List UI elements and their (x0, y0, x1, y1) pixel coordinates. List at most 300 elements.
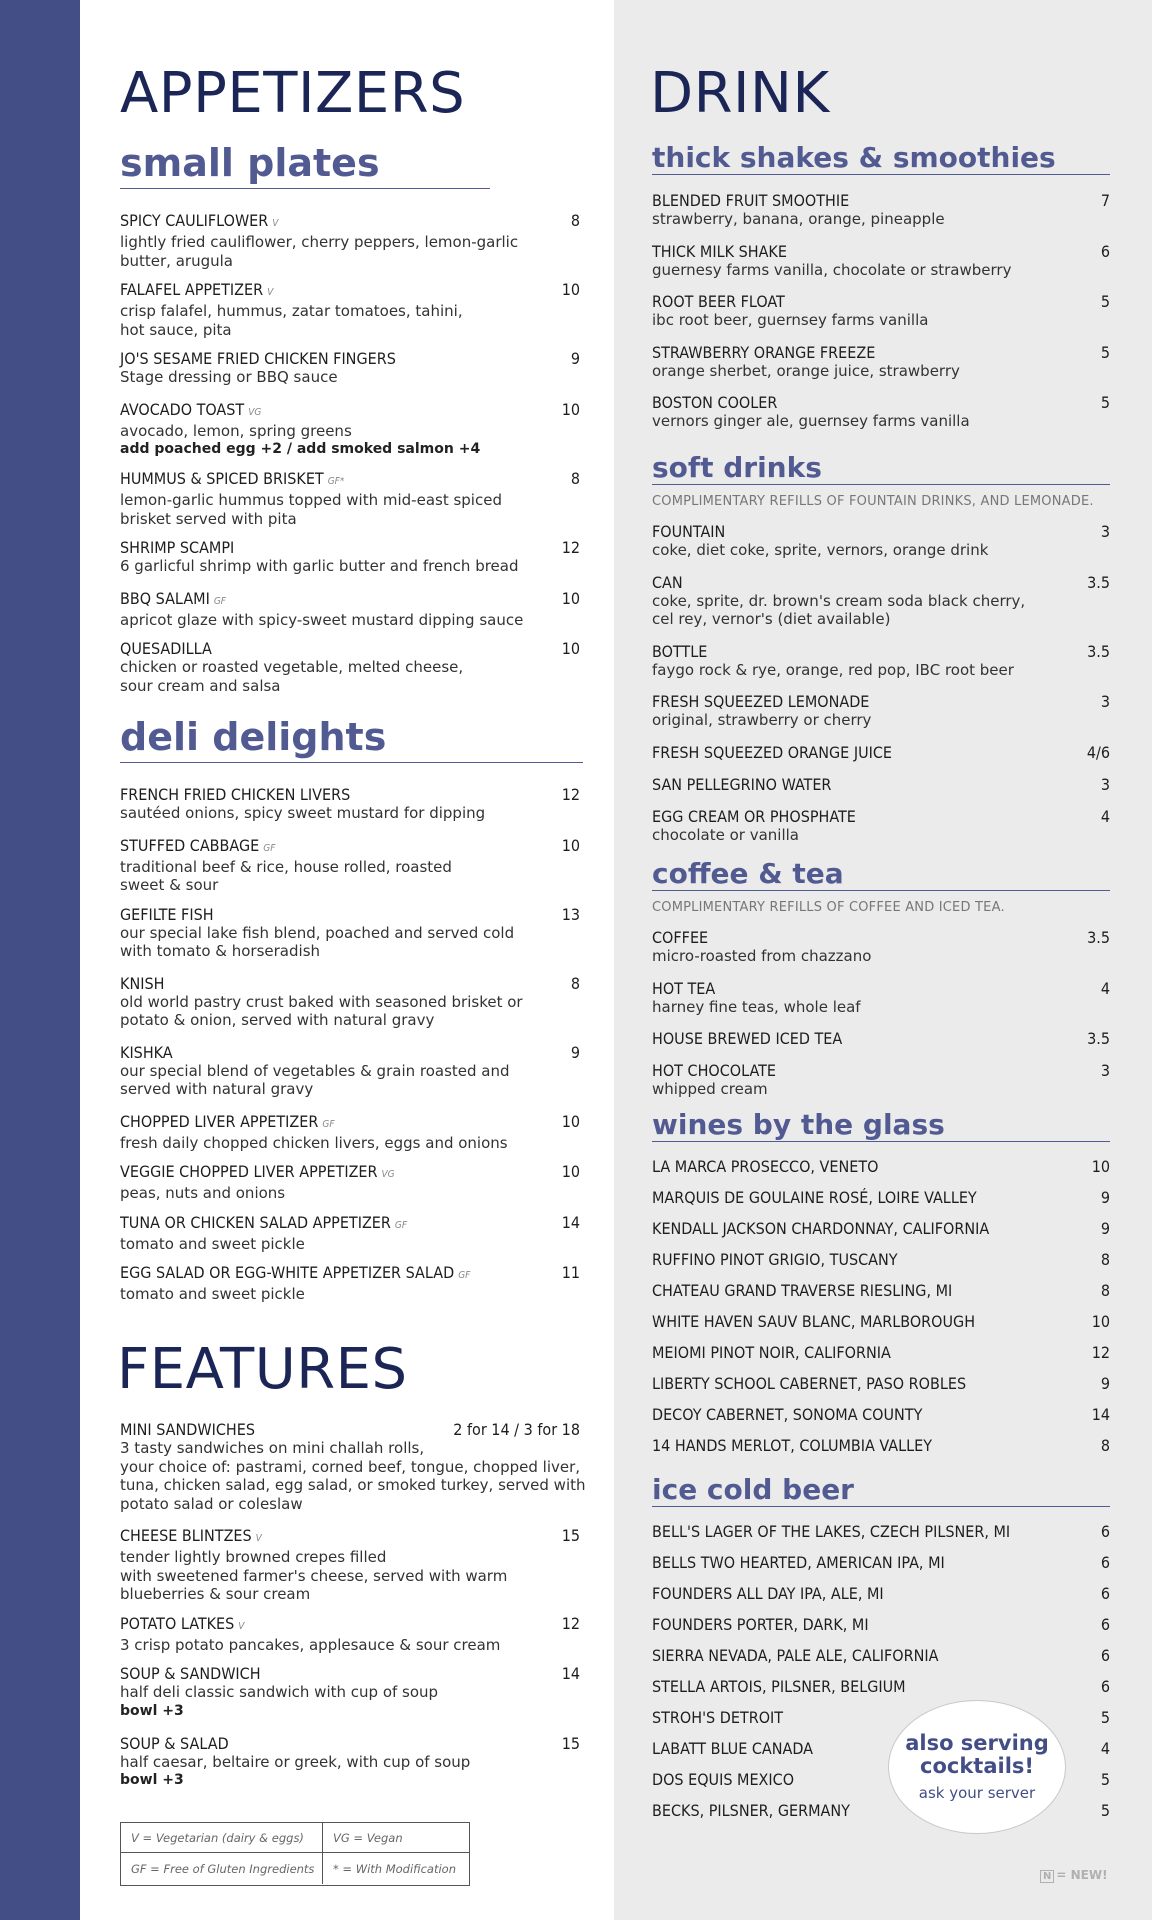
item-description: potato & onion, served with natural gravy (120, 1011, 435, 1029)
item-description: coke, diet coke, sprite, vernors, orange drink (652, 541, 989, 559)
item-name (652, 191, 1110, 210)
menu-item (652, 1405, 1110, 1424)
item-name-text: WHITE HAVEN SAUV BLANC, MARLBOROUGH (652, 1312, 976, 1331)
item-description: sweet & sour (120, 876, 219, 894)
item-name-text: HOT CHOCOLATE (652, 1061, 776, 1080)
item-name (120, 1043, 580, 1062)
item-description: ibc root beer, guernsey farms vanilla (652, 311, 929, 329)
callout-line-1: also serving (905, 1731, 1049, 1755)
item-name-text: STRAWBERRY ORANGE FREEZE (652, 342, 876, 362)
shakes-heading: thick shakes & smoothies (652, 144, 1110, 175)
item-price: 12 (1091, 1343, 1110, 1362)
item-name-text: LA MARCA PROSECCO, VENETO (652, 1157, 879, 1176)
item-price: 12 (561, 1613, 580, 1633)
soft-drinks-note: COMPLIMENTARY REFILLS OF FOUNTAIN DRINKS, AND LEMONADE. (652, 494, 1094, 509)
item-name-text: SAN PELLEGRINO WATER (652, 774, 832, 794)
item-description: half caesar, beltaire or greek, with cup of soup (120, 1752, 471, 1771)
menu-item (120, 785, 580, 823)
item-price: 10 (561, 1111, 580, 1131)
item-description: your choice of: pastrami, corned beef, tongue, chopped liver, (120, 1457, 581, 1476)
item-description: harney fine teas, whole leaf (652, 997, 861, 1016)
item-name-text: THICK MILK SHAKE (652, 241, 787, 261)
item-name-text: BLENDED FRUIT SMOOTHIE (652, 191, 850, 210)
item-name (120, 589, 580, 611)
item-price: 3.5 (1087, 641, 1110, 661)
item-name-text: DECOY CABERNET, SONOMA COUNTY (652, 1405, 923, 1424)
item-description: sautéed onions, spicy sweet mustard for dipping (120, 804, 486, 822)
item-name (652, 1374, 1110, 1393)
item-description: lightly fried cauliflower, cherry peppers, lemon-garlic (120, 233, 519, 251)
item-name (120, 1162, 580, 1184)
dietary-tag: VG (381, 1169, 395, 1180)
menu-item (120, 211, 580, 270)
item-name-text: JO'S SESAME FRIED CHICKEN FINGERS (120, 349, 396, 368)
item-price: 5 (1100, 292, 1110, 311)
menu-item (120, 469, 580, 528)
menu-item (652, 775, 1110, 794)
item-description: with tomato & horseradish (120, 942, 321, 960)
menu-item (652, 1157, 1110, 1176)
menu-item (652, 692, 1110, 730)
item-description: apricot glaze with spicy-sweet mustard dipping sauce (120, 610, 524, 629)
menu-item (120, 905, 580, 961)
item-description: hot sauce, pita (120, 320, 232, 339)
menu-item (652, 743, 1110, 762)
new-mark-icon: N (1040, 1870, 1054, 1883)
menu-item (652, 807, 1110, 845)
item-name (652, 1646, 1110, 1665)
item-name-text: VEGGIE CHOPPED LIVER APPETIZER (120, 1162, 378, 1181)
item-price: 12 (561, 538, 580, 557)
item-price: 5 (1100, 1708, 1110, 1727)
small-plates-heading: small plates (120, 144, 490, 189)
menu-item (120, 1526, 580, 1604)
item-name (652, 1029, 1110, 1048)
item-price: 4 (1100, 978, 1110, 998)
item-name (652, 1436, 1110, 1455)
menu-item (652, 928, 1110, 966)
item-name-text: FOUNDERS PORTER, DARK, MI (652, 1615, 869, 1634)
item-name (120, 1734, 580, 1753)
item-name (652, 775, 1110, 794)
dietary-tag: V (272, 218, 279, 229)
item-price: 10 (561, 1162, 580, 1181)
item-description: micro-roasted from chazzano (652, 947, 872, 965)
menu-item (652, 393, 1110, 431)
item-price: 13 (561, 904, 580, 924)
item-name-text: POTATO LATKES (120, 1613, 235, 1633)
menu-item (652, 1646, 1110, 1665)
item-name-text: KENDALL JACKSON CHARDONNAY, CALIFORNIA (652, 1219, 990, 1238)
item-name (120, 1526, 580, 1548)
dietary-tag: GF (213, 595, 226, 607)
menu-item (120, 1614, 580, 1655)
item-name (652, 343, 1110, 362)
menu-item (120, 974, 580, 1030)
item-name (120, 1112, 580, 1134)
item-name (652, 573, 1110, 592)
legend-gluten-free: GF = Free of Gluten Ingredients (121, 1853, 323, 1884)
item-description: served with natural gravy (120, 1080, 314, 1098)
dietary-tag: GF (394, 1219, 408, 1231)
item-description: 3 tasty sandwiches on mini challah rolls, (120, 1439, 425, 1457)
item-price: 3.5 (1087, 928, 1110, 947)
item-price: 11 (561, 1263, 580, 1282)
item-description: 3 crisp potato pancakes, applesauce & sour cream (120, 1635, 501, 1654)
item-price: 3.5 (1087, 572, 1110, 592)
item-name (120, 905, 580, 924)
item-name-text: FOUNDERS ALL DAY IPA, ALE, MI (652, 1584, 884, 1603)
legend-vegan: VG = Vegan (323, 1823, 469, 1853)
menu-item (652, 1281, 1110, 1300)
dietary-legend (120, 1822, 470, 1886)
item-name-text: BELL'S LAGER OF THE LAKES, CZECH PILSNER, MI (652, 1522, 1011, 1541)
item-name-text: BOTTLE (652, 641, 708, 661)
item-description: tender lightly browned crepes filled (120, 1548, 387, 1566)
item-price: 6 (1100, 1677, 1110, 1696)
item-name (120, 1263, 580, 1285)
item-price: 6 (1100, 1584, 1110, 1603)
item-name-text: LABATT BLUE CANADA (652, 1739, 814, 1758)
item-name (120, 538, 580, 557)
item-name (652, 522, 1110, 541)
menu-item (120, 1112, 580, 1153)
menu-item (652, 1188, 1110, 1207)
item-addon: bowl +3 (120, 1702, 184, 1719)
item-price: 8 (570, 973, 580, 993)
menu-item (652, 1312, 1110, 1331)
item-name (120, 974, 580, 993)
item-name-text: CHATEAU GRAND TRAVERSE RIESLING, MI (652, 1281, 953, 1300)
item-name (652, 807, 1110, 826)
item-description: vernors ginger ale, guernsey farms vanilla (652, 412, 970, 430)
item-description: Stage dressing or BBQ sauce (120, 368, 338, 386)
item-description: tuna, chicken salad, egg salad, or smoked turkey, served with (120, 1476, 586, 1494)
item-name-text: HOT TEA (652, 978, 716, 998)
item-price: 6 (1100, 1553, 1110, 1572)
features-title: FEATURES (117, 1337, 408, 1402)
item-name-text: EGG SALAD OR EGG-WHITE APPETIZER SALAD (120, 1263, 455, 1282)
item-price: 10 (561, 835, 580, 855)
menu-item (120, 538, 580, 576)
item-name (652, 1219, 1110, 1238)
item-name-text: EGG CREAM OR PHOSPHATE (652, 806, 856, 826)
item-name-text: FRESH SQUEEZED ORANGE JUICE (652, 742, 892, 762)
item-name-text: CHOPPED LIVER APPETIZER (120, 1111, 319, 1131)
item-name (120, 400, 580, 422)
item-name (120, 639, 580, 658)
item-name-text: BBQ SALAMI (120, 588, 210, 608)
item-price: 10 (561, 399, 580, 419)
item-name-text: HOUSE BREWED ICED TEA (652, 1029, 843, 1048)
item-name (120, 211, 580, 233)
item-name-text: BELLS TWO HEARTED, AMERICAN IPA, MI (652, 1553, 945, 1572)
menu-item (652, 1250, 1110, 1269)
item-name-text: QUESADILLA (120, 639, 212, 658)
item-price: 10 (561, 280, 580, 299)
beer-heading: ice cold beer (652, 1476, 1110, 1507)
item-name (120, 280, 580, 302)
item-description: our special lake fish blend, poached and served cold (120, 923, 515, 942)
menu-item (652, 1615, 1110, 1634)
menu-item (652, 1029, 1110, 1048)
dietary-tag: V (267, 287, 274, 298)
item-name-text: STROH'S DETROIT (652, 1708, 784, 1727)
item-name-text: TUNA OR CHICKEN SALAD APPETIZER (120, 1212, 391, 1232)
item-description: strawberry, banana, orange, pineapple (652, 210, 945, 228)
item-name-text: COFFEE (652, 928, 709, 947)
legend-modification: * = With Modification (333, 1861, 456, 1876)
menu-item (120, 836, 580, 895)
soft-drinks-heading: soft drinks (652, 454, 1110, 485)
item-description: 6 garlicful shrimp with garlic butter and french bread (120, 557, 519, 575)
item-name (652, 692, 1110, 711)
item-price: 8 (1100, 1250, 1110, 1269)
menu-item (120, 280, 580, 339)
item-description: with sweetened farmer's cheese, served with warm (120, 1566, 508, 1585)
item-name-text: FRENCH FRIED CHICKEN LIVERS (120, 785, 351, 804)
dietary-tag: GF (263, 842, 276, 854)
item-price: 3 (1100, 1061, 1110, 1080)
item-price: 10 (561, 588, 580, 608)
menu-item (652, 1343, 1110, 1362)
item-addon: add poached egg +2 / add smoked salmon +4 (120, 441, 481, 457)
new-legend-text: = NEW! (1056, 1868, 1108, 1882)
cocktails-callout (888, 1700, 1066, 1834)
item-name (652, 1584, 1110, 1603)
item-name (652, 1405, 1110, 1424)
item-name (652, 1188, 1110, 1207)
item-name-text: MARQUIS DE GOULAINE ROSÉ, LOIRE VALLEY (652, 1188, 977, 1207)
item-name-text: FALAFEL APPETIZER (120, 280, 264, 299)
item-name (652, 393, 1110, 412)
item-description: tomato and sweet pickle (120, 1234, 305, 1253)
item-price: 8 (570, 211, 580, 230)
item-price: 5 (1100, 1770, 1110, 1789)
item-name-text: ROOT BEER FLOAT (652, 292, 785, 311)
item-price: 3 (1100, 522, 1110, 541)
item-name (120, 349, 580, 368)
item-name-text: GEFILTE FISH (120, 904, 214, 924)
menu-item (652, 191, 1110, 229)
item-description: traditional beef & rice, house rolled, roasted (120, 857, 452, 876)
item-description: potato salad or coleslaw (120, 1494, 303, 1513)
menu-item (652, 979, 1110, 1017)
item-price: 8 (1100, 1436, 1110, 1455)
item-price: 9 (570, 349, 580, 368)
item-name-text: MEIOMI PINOT NOIR, CALIFORNIA (652, 1343, 891, 1362)
menu-item (652, 1677, 1110, 1696)
item-price: 5 (1100, 1801, 1110, 1820)
item-price: 10 (561, 639, 580, 658)
item-description: chocolate or vanilla (652, 825, 799, 844)
item-description: half deli classic sandwich with cup of soup (120, 1683, 439, 1701)
item-description: cel rey, vernor's (diet available) (652, 610, 891, 628)
item-price: 6 (1100, 241, 1110, 261)
item-name (652, 1615, 1110, 1634)
item-name (652, 743, 1110, 762)
item-description: chicken or roasted vegetable, melted cheese, (120, 658, 464, 676)
item-description: lemon-garlic hummus topped with mid-east spiced (120, 491, 502, 509)
item-name-text: 14 HANDS MERLOT, COLUMBIA VALLEY (652, 1436, 933, 1455)
appetizers-title: APPETIZERS (120, 61, 466, 126)
dietary-tag: V (238, 1620, 245, 1632)
item-price: 5 (1100, 393, 1110, 412)
item-name (120, 785, 580, 804)
item-price: 2 for 14 / 3 for 18 (453, 1420, 580, 1439)
item-name-text: FOUNTAIN (652, 522, 726, 541)
item-name (652, 1281, 1110, 1300)
menu-item (652, 1584, 1110, 1603)
menu-item (652, 292, 1110, 330)
item-name (120, 469, 580, 491)
item-description: old world pastry crust baked with seasoned brisket or (120, 992, 523, 1011)
menu-item (120, 400, 580, 459)
item-description: butter, arugula (120, 251, 233, 270)
item-name (652, 1250, 1110, 1269)
dietary-tag: GF* (327, 476, 345, 487)
item-description: avocado, lemon, spring greens (120, 421, 352, 440)
item-name (652, 1522, 1110, 1541)
item-name-text: HUMMUS & SPICED BRISKET (120, 469, 324, 488)
menu-item (652, 242, 1110, 280)
menu-item (652, 1374, 1110, 1393)
item-description: coke, sprite, dr. brown's cream soda black cherry, (652, 591, 1026, 610)
item-name (652, 242, 1110, 261)
dietary-tag: GF (458, 1270, 471, 1281)
item-description: our special blend of vegetables & grain roasted and (120, 1061, 510, 1080)
item-name-text: SIERRA NEVADA, PALE ALE, CALIFORNIA (652, 1646, 939, 1665)
menu-item (120, 1162, 580, 1203)
menu-item (652, 522, 1110, 560)
item-name-text: LIBERTY SCHOOL CABERNET, PASO ROBLES (652, 1374, 967, 1393)
item-description: brisket served with pita (120, 509, 297, 528)
item-name (120, 1213, 580, 1235)
item-price: 5 (1100, 342, 1110, 362)
item-description: guernesy farms vanilla, chocolate or strawberry (652, 260, 1012, 279)
item-price: 4 (1100, 1739, 1110, 1758)
item-price: 9 (570, 1042, 580, 1062)
menu-item (120, 1263, 580, 1304)
menu-item (652, 1522, 1110, 1541)
item-name (120, 836, 580, 858)
item-price: 6 (1100, 1615, 1110, 1634)
item-price: 14 (561, 1664, 580, 1683)
item-price: 3 (1100, 692, 1110, 711)
item-price: 9 (1100, 1374, 1110, 1393)
item-price: 9 (1100, 1188, 1110, 1207)
item-description: orange sherbet, orange juice, strawberry (652, 361, 960, 380)
dietary-tag: GF (322, 1118, 335, 1130)
item-price: 14 (1091, 1405, 1110, 1424)
callout-line-2: cocktails! (920, 1754, 1034, 1778)
item-price: 14 (561, 1212, 580, 1232)
item-name-text: STELLA ARTOIS, PILSNER, BELGIUM (652, 1677, 906, 1696)
item-name-text: SHRIMP SCAMPI (120, 538, 235, 557)
item-price: 12 (561, 785, 580, 804)
dietary-tag: V (255, 1533, 262, 1544)
item-price: 9 (1100, 1219, 1110, 1238)
item-name (652, 1677, 1110, 1696)
menu-item (652, 1061, 1110, 1099)
item-price: 10 (1091, 1157, 1110, 1176)
item-description: sour cream and salsa (120, 676, 281, 695)
item-description: whipped cream (652, 1080, 768, 1098)
menu-item (120, 1043, 580, 1099)
menu-item (652, 1219, 1110, 1238)
item-name (652, 928, 1110, 947)
menu-item (120, 1664, 580, 1720)
new-legend (1040, 1868, 1108, 1883)
item-name (652, 1061, 1110, 1080)
menu-item (652, 343, 1110, 381)
menu-item (652, 1436, 1110, 1455)
item-name (652, 1553, 1110, 1572)
item-description: faygo rock & rye, orange, red pop, IBC root beer (652, 660, 1014, 679)
item-name (652, 979, 1110, 998)
item-description: tomato and sweet pickle (120, 1285, 305, 1303)
item-name (652, 1157, 1110, 1176)
menu-item (120, 1734, 580, 1790)
item-price: 8 (1100, 1281, 1110, 1300)
item-price: 7 (1100, 191, 1110, 210)
menu-item (120, 1213, 580, 1254)
menu-item (120, 349, 580, 387)
menu-item (120, 1420, 586, 1513)
item-price: 15 (561, 1526, 580, 1545)
wines-heading: wines by the glass (652, 1111, 1110, 1142)
item-description: fresh daily chopped chicken livers, eggs and onions (120, 1133, 508, 1152)
deli-delights-heading: deli delights (120, 718, 583, 763)
item-name-text: DOS EQUIS MEXICO (652, 1770, 795, 1789)
coffee-tea-heading: coffee & tea (652, 860, 1110, 891)
item-name-text: AVOCADO TOAST (120, 399, 245, 419)
callout-line-3: ask your server (918, 1784, 1036, 1802)
item-price: 3.5 (1087, 1029, 1110, 1048)
drink-title: DRINK (650, 61, 830, 126)
menu-item (652, 1553, 1110, 1572)
item-addon: bowl +3 (120, 1772, 184, 1788)
item-name-text: FRESH SQUEEZED LEMONADE (652, 692, 870, 711)
item-name-text: MINI SANDWICHES (120, 1420, 255, 1439)
item-description: peas, nuts and onions (120, 1184, 286, 1202)
item-name-text: BECKS, PILSNER, GERMANY (652, 1801, 850, 1820)
item-description: original, strawberry or cherry (652, 711, 872, 729)
item-price: 3 (1100, 774, 1110, 794)
menu-item (652, 642, 1110, 680)
item-description: crisp falafel, hummus, zatar tomatoes, tahini, (120, 302, 463, 320)
item-name-text: KISHKA (120, 1042, 173, 1062)
item-price: 15 (561, 1733, 580, 1753)
item-price: 10 (1091, 1312, 1110, 1331)
item-name (652, 642, 1110, 661)
item-name (120, 1614, 580, 1636)
coffee-tea-note: COMPLIMENTARY REFILLS OF COFFEE AND ICED TEA. (652, 900, 1005, 915)
item-name (652, 1343, 1110, 1362)
item-price: 6 (1100, 1522, 1110, 1541)
menu-item (120, 589, 580, 630)
item-price: 8 (570, 469, 580, 488)
item-name-text: BOSTON COOLER (652, 393, 778, 412)
item-name-text: SOUP & SALAD (120, 1733, 229, 1753)
legend-vegetarian: V = Vegetarian (dairy & eggs) (121, 1823, 323, 1853)
item-price: 4/6 (1086, 742, 1110, 762)
menu-item (120, 639, 580, 695)
item-name (120, 1664, 580, 1683)
left-accent-bar (0, 0, 80, 1920)
item-name (652, 292, 1110, 311)
item-price: 6 (1100, 1646, 1110, 1665)
